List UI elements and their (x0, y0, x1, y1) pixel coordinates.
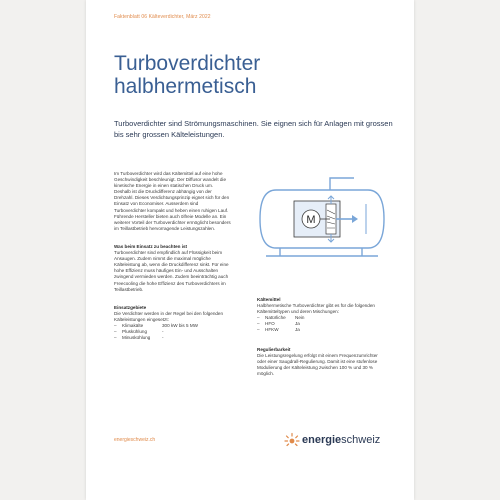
list-label: Natürliche (265, 315, 286, 321)
header-note: Faktenblatt 06 Kälteverdichter, März 2022 (114, 14, 211, 20)
list-label: HFO (265, 321, 275, 327)
areas-text: Die Verdichter werden in der Regel bei den folgenden Kälteleistungen eingesetzt: (114, 310, 224, 322)
list-value: - (162, 335, 164, 341)
list-dash: – (114, 329, 117, 335)
list-dash: – (114, 322, 117, 328)
logo-text-bold: energie (302, 434, 342, 446)
control-heading: Regulierbarkeit (257, 346, 291, 352)
list-item (114, 335, 231, 341)
logo-text-light: schweiz (341, 434, 381, 446)
areas-heading: Einsatzgebiete (114, 304, 147, 310)
energieschweiz-logo (284, 430, 394, 450)
attention-heading: Was beim Einsatz zu beachten ist (114, 243, 188, 249)
refrigerant-section (257, 297, 387, 334)
refrigerant-text: Halbhermetische Turboverdichter gibt es für die folgenden Kältemitteltypen und deren Mischungen: (257, 303, 375, 315)
sun-icon (284, 432, 300, 448)
list-dash: – (257, 327, 260, 333)
motor-symbol: M (306, 214, 316, 226)
list-label: Minuskühlung (122, 335, 151, 341)
footer-url-link[interactable]: energieschweiz.ch (114, 437, 156, 443)
compressor-diagram (256, 170, 388, 268)
list-dash: – (114, 335, 117, 341)
title-line-2: halbhermetisch (114, 75, 257, 98)
inlet-pipe (330, 178, 354, 190)
list-dash: – (257, 321, 260, 327)
right-column (257, 297, 387, 377)
list-value: Nein (295, 315, 305, 321)
list-label: Klimakälte (122, 322, 144, 328)
document-page (86, 0, 414, 500)
attention-section (114, 244, 231, 293)
list-label: Pluskühlung (122, 329, 148, 335)
list-label: HFKW (265, 327, 279, 333)
list-dash: – (257, 315, 260, 321)
attention-text: Turboverdichter sind empfindlich auf Flüssigkeit beim Ansaugen. Zudem nimmt die maximal mögliche Kälteleistung ab, wenn die Druckdifferenz sinkt. Für eine hohe Effizienz muss häufiges Ein- und Ausschalten zwingend vermieden werden. Zudem beeinträchtig auch Freecooling die hohe Effizienz des Turboverdichters im Teillastbetrieb. (114, 250, 229, 292)
lead-paragraph: Turboverdichter sind Strömungsmaschinen. Sie eignen sich für Anlagen mit grossen bis sehr grossen Kälteleistungen. (114, 119, 393, 139)
left-column (114, 171, 231, 341)
list-value: 300 kW bis 5 MW (162, 322, 198, 328)
refrigerant-heading: Kältemittel (257, 297, 281, 302)
title-line-1: Turboverdichter (114, 52, 261, 75)
control-text: Die Leistungsregelung erfolgt mit einem Frequenzumrichter oder einer Saugdrall-Regulierung. Damit ist eine stufenlose Modulierung der Kälteleistung zwischen 100 % und 30 % möglich. (257, 352, 378, 376)
page-title (114, 52, 394, 98)
intro-paragraph: Im Turboverdichter wird das Kältemittel auf eine hohe Geschwindigkeit beschleunigt. Der Diffusor wandelt die kinetische Energie in einen statischen Druck um. Deshalb ist die Druckdifferenz abhängig von der Drehzahl. Dieses Verdichtungsprinzip eignet sich für den Einsatz von Economiser. Ausserdem sind Turboverdichter kompakt und heben einen ruhigen Lauf. Führende Hersteller bieten auch ölfreie Modelle an. Ein weiterer Vorteil der Turboverdichter ermöglicht besonders im Teillastbetrieb hervorragende Leistungszahlen. (114, 171, 231, 231)
list-item (257, 327, 387, 333)
areas-section (114, 305, 231, 342)
list-value: Ja (295, 327, 300, 333)
list-value: Ja (295, 321, 300, 327)
list-value: - (162, 329, 164, 335)
logo-text (302, 434, 380, 446)
control-section (257, 347, 387, 377)
areas-list (114, 323, 231, 341)
refrigerant-list (257, 315, 387, 333)
flow-arrow-head (352, 215, 358, 223)
